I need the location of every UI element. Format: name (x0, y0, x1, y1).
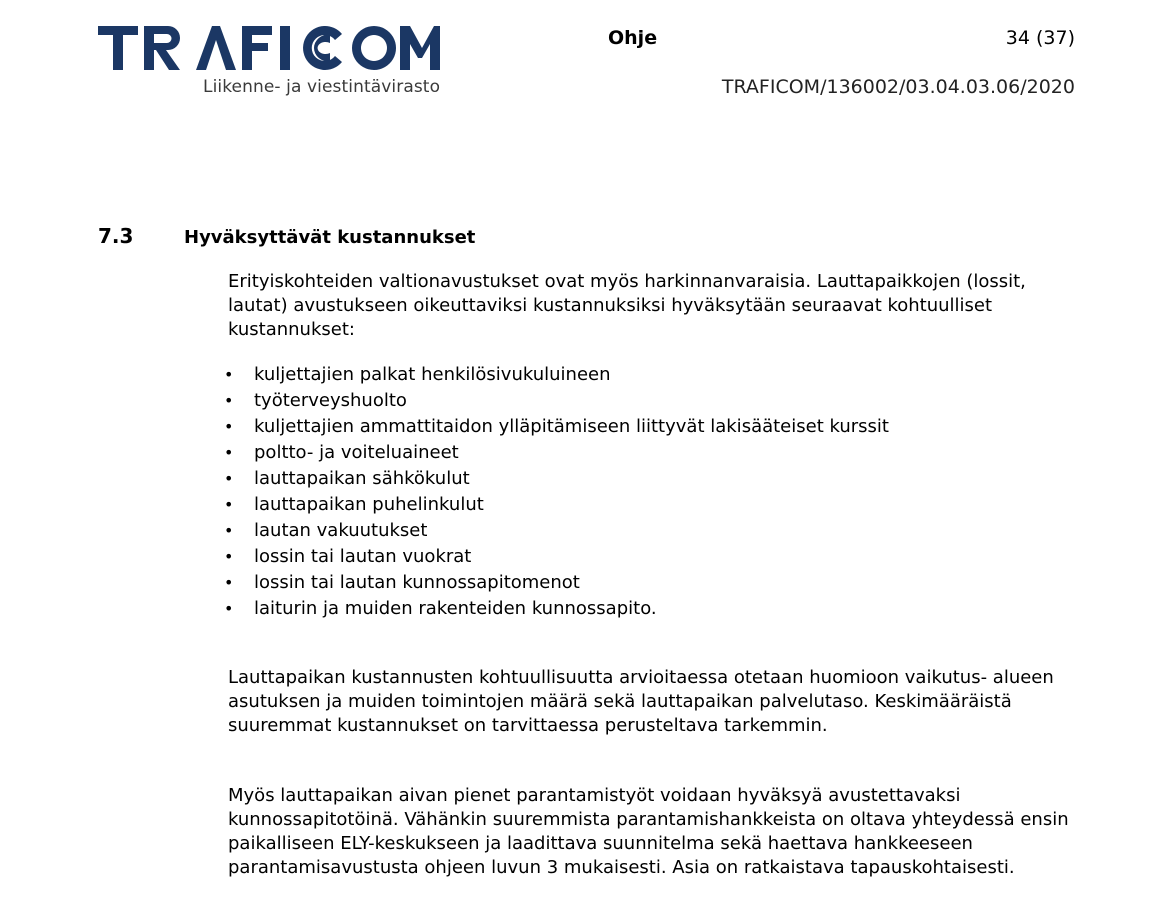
document-type: Ohje (608, 27, 658, 49)
logo-subtitle: Liikenne- ja viestintävirasto (203, 77, 441, 97)
list-item-text: työterveyshuolto (254, 390, 407, 411)
list-item (224, 362, 889, 388)
bullet-icon: • (224, 495, 234, 514)
list-item-text: kuljettajien ammattitaidon ylläpitämiseen liittyvät lakisääteiset kurssit (254, 416, 889, 437)
list-item (224, 466, 889, 492)
section-title: Hyväksyttävät kustannukset (184, 227, 476, 248)
section-heading (98, 224, 475, 248)
intro-paragraph: Erityiskohteiden valtionavustukset ovat myös harkinnanvaraisia. Lauttapaikkojen (lossit, lautat) avustukseen oikeuttaviksi kustannuksiksi hyväksytään seuraavat kohtuulliset kustannukset: (228, 271, 1026, 340)
bullet-icon: • (224, 599, 234, 618)
document-id: TRAFICOM/136002/03.04.03.06/2020 (721, 76, 1075, 98)
list-item (224, 440, 889, 466)
bullet-icon: • (224, 417, 234, 436)
bullet-icon: • (224, 443, 234, 462)
list-item-text: lossin tai lautan vuokrat (254, 546, 472, 567)
bullet-icon: • (224, 573, 234, 592)
bullet-icon: • (224, 469, 234, 488)
list-item (224, 570, 889, 596)
list-item-text: laiturin ja muiden rakenteiden kunnossapito. (254, 598, 657, 619)
list-item-text: lauttapaikan sähkökulut (254, 468, 470, 489)
section-number: 7.3 (98, 224, 134, 248)
page-number: 34 (37) (1005, 27, 1075, 49)
list-item-text: lautan vakuutukset (254, 520, 428, 541)
bullet-icon: • (224, 365, 234, 384)
eligible-costs-list (224, 362, 889, 622)
list-item (224, 414, 889, 440)
improvement-works-paragraph: Myös lauttapaikan aivan pienet parantamistyöt voidaan hyväksyä avustettavaksi kunnossapitotöinä. Vähänkin suuremmista parantamishankkeista on oltava yhteydessä ensin paikalliseen ELY-keskukseen ja laadittava suunnitelma sekä haettava hankkeeseen parantamisavustusta ohjeen luvun 3 mukaisesti. Asia on ratkaistava tapauskohtaisesti. (228, 785, 1069, 878)
list-item (224, 596, 889, 622)
traficom-logo-mark (96, 18, 441, 76)
list-item (224, 518, 889, 544)
bullet-icon: • (224, 391, 234, 410)
list-item-text: lossin tai lautan kunnossapitomenot (254, 572, 580, 593)
reasonableness-paragraph: Lauttapaikan kustannusten kohtuullisuutta arvioitaessa otetaan huomioon vaikutus- alueen asutuksen ja muiden toimintojen määrä sekä lauttapaikan palvelutaso. Keskimääräistä suuremmat kustannukset on tarvittaessa perusteltava tarkemmin. (228, 667, 1054, 736)
bullet-icon: • (224, 547, 234, 566)
bullet-icon: • (224, 521, 234, 540)
list-item (224, 388, 889, 414)
list-item (224, 492, 889, 518)
list-item-text: lauttapaikan puhelinkulut (254, 494, 484, 515)
list-item-text: kuljettajien palkat henkilösivukuluineen (254, 364, 611, 385)
list-item (224, 544, 889, 570)
list-item-text: poltto- ja voiteluaineet (254, 442, 459, 463)
